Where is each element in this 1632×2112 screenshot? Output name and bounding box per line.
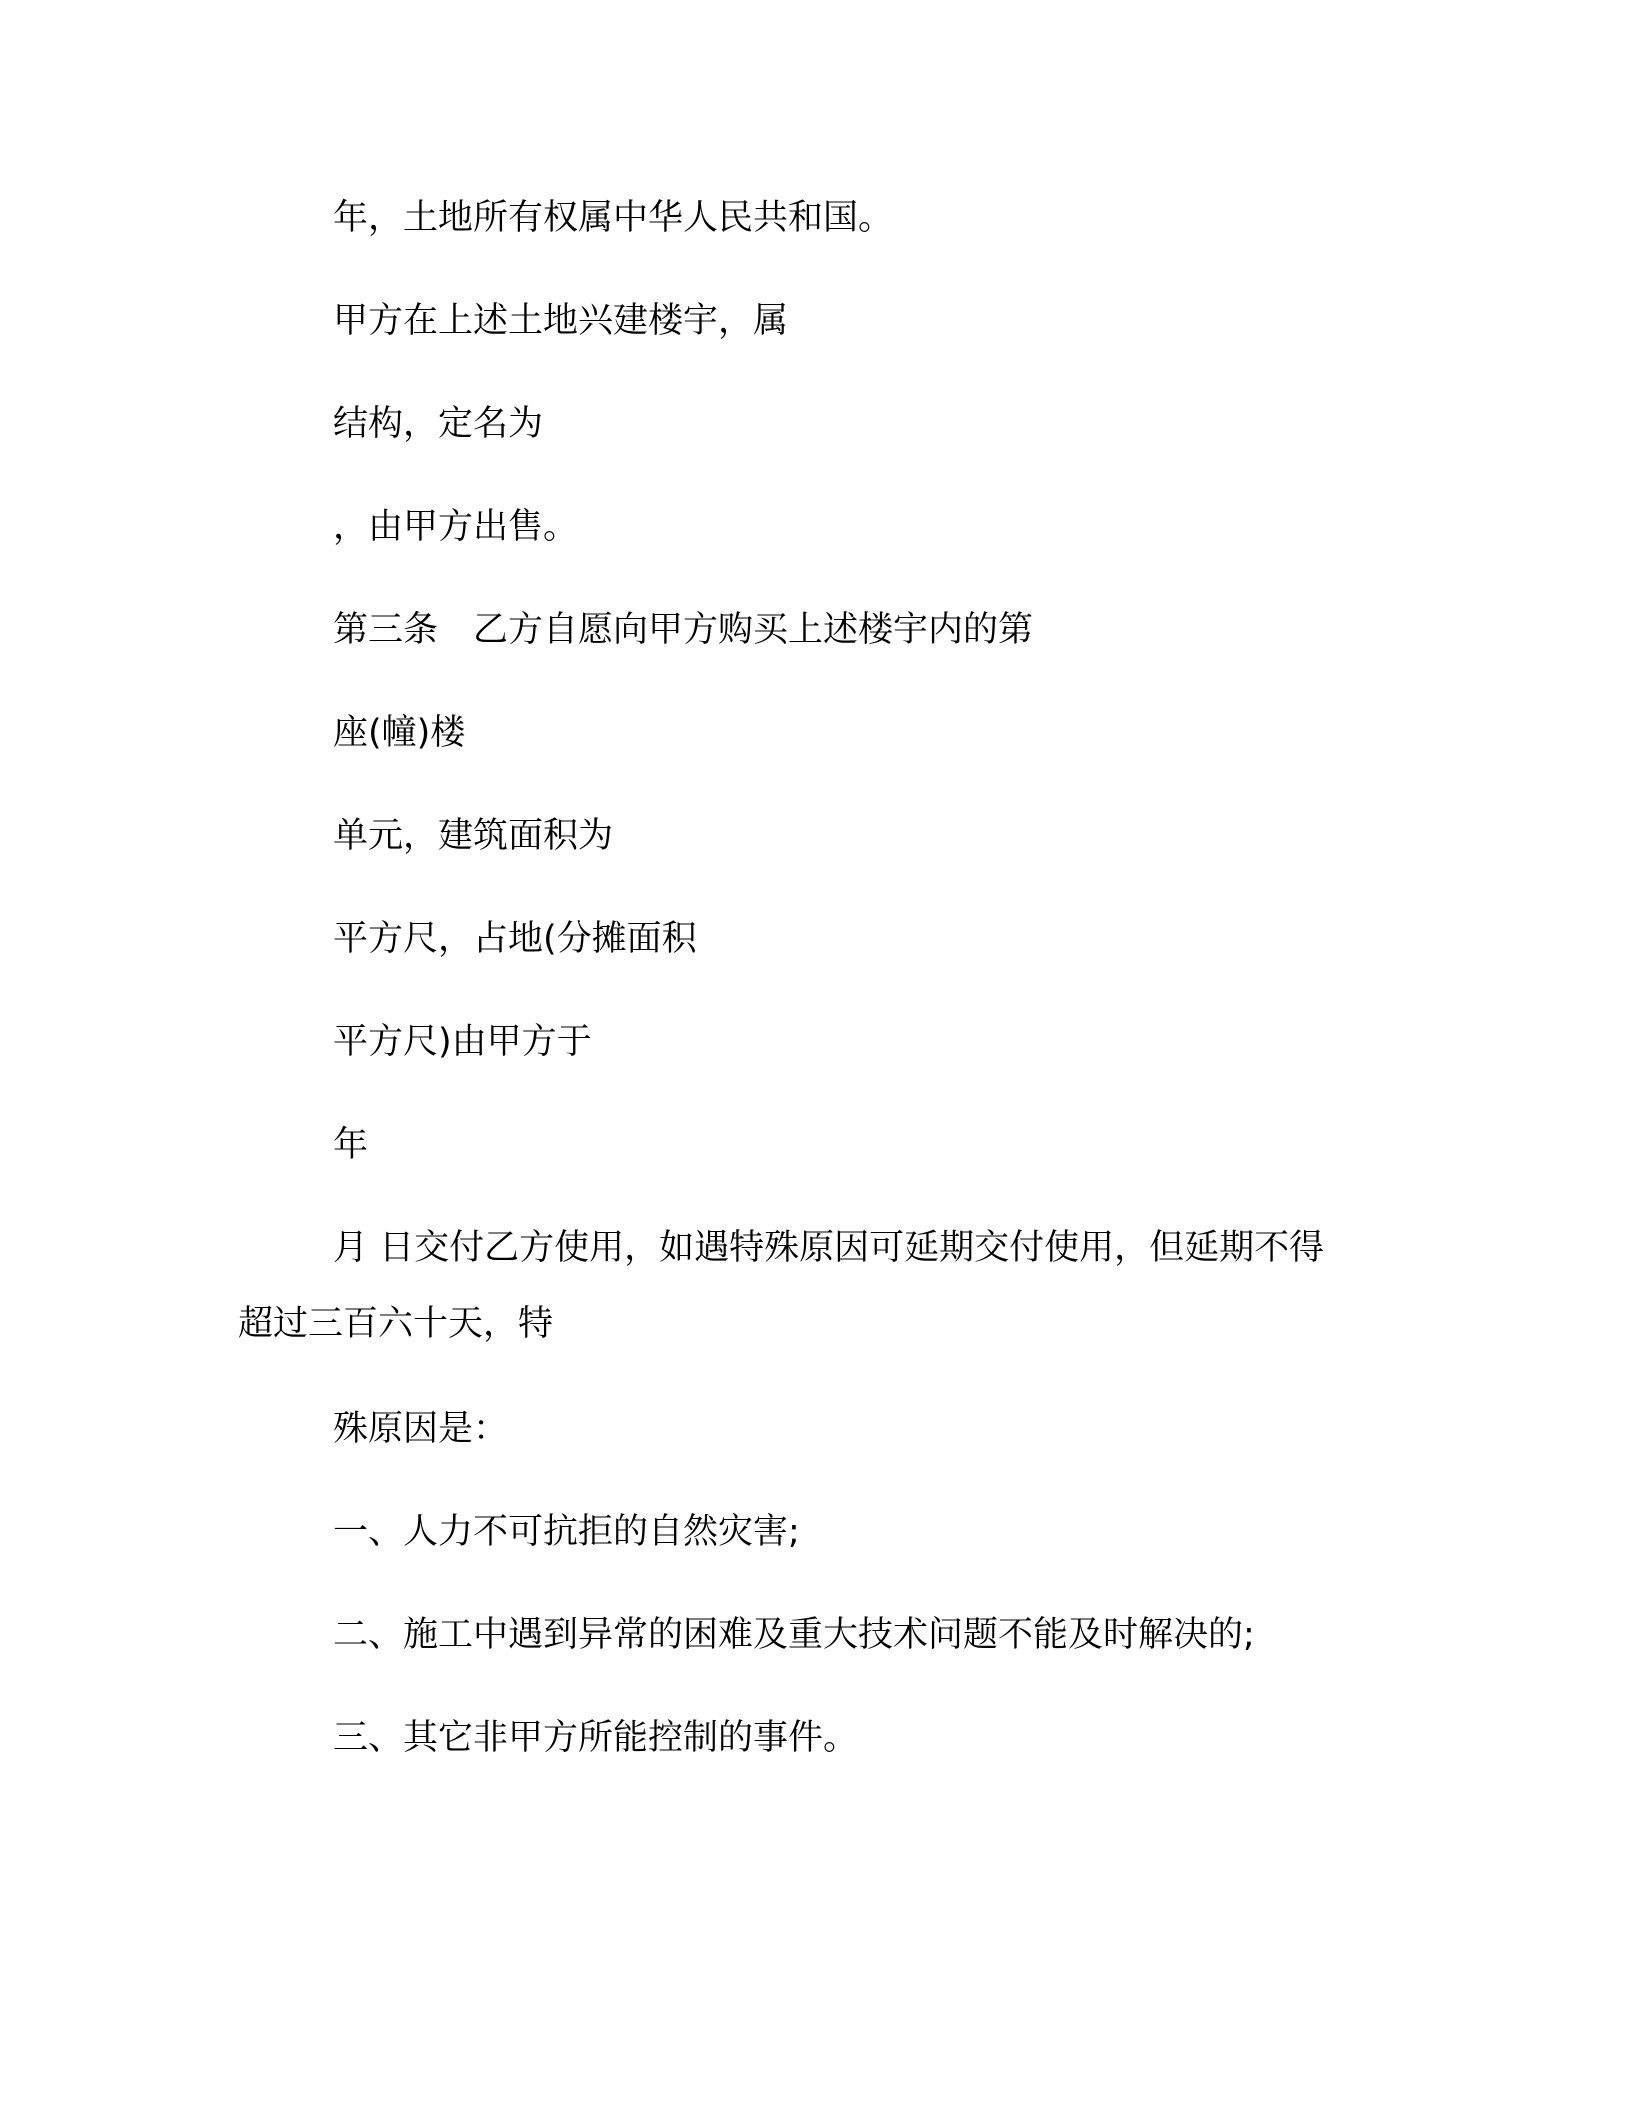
list-item: 二、施工中遇到异常的困难及重大技术问题不能及时解决的; bbox=[333, 1615, 1255, 1655]
text-line: 单元，建筑面积为 bbox=[333, 816, 614, 856]
text-line: 超过三百六十天，特 bbox=[238, 1304, 554, 1344]
list-item: 三、其它非甲方所能控制的事件。 bbox=[333, 1718, 859, 1758]
text-line: 甲方在上述土地兴建楼宇，属 bbox=[333, 301, 789, 341]
text-line: 殊原因是： bbox=[333, 1409, 509, 1449]
text-line: ，由甲方出售。 bbox=[333, 507, 579, 547]
text-line: 年，土地所有权属中华人民共和国。 bbox=[333, 198, 894, 238]
list-item: 一、人力不可抗拒的自然灾害; bbox=[333, 1512, 800, 1552]
text-line: 结构，定名为 bbox=[333, 404, 544, 444]
text-line: 平方尺)由甲方于 bbox=[333, 1022, 592, 1062]
article-heading-line: 第三条 乙方自愿向甲方购买上述楼宇内的第 bbox=[333, 610, 1034, 650]
text-line: 年 bbox=[333, 1125, 369, 1165]
text-line: 座(幢)楼 bbox=[333, 713, 466, 753]
text-line: 平方尺，占地(分摊面积 bbox=[333, 919, 697, 959]
text-line: 月 日交付乙方使用，如遇特殊原因可延期交付使用，但延期不得 bbox=[333, 1228, 1325, 1268]
